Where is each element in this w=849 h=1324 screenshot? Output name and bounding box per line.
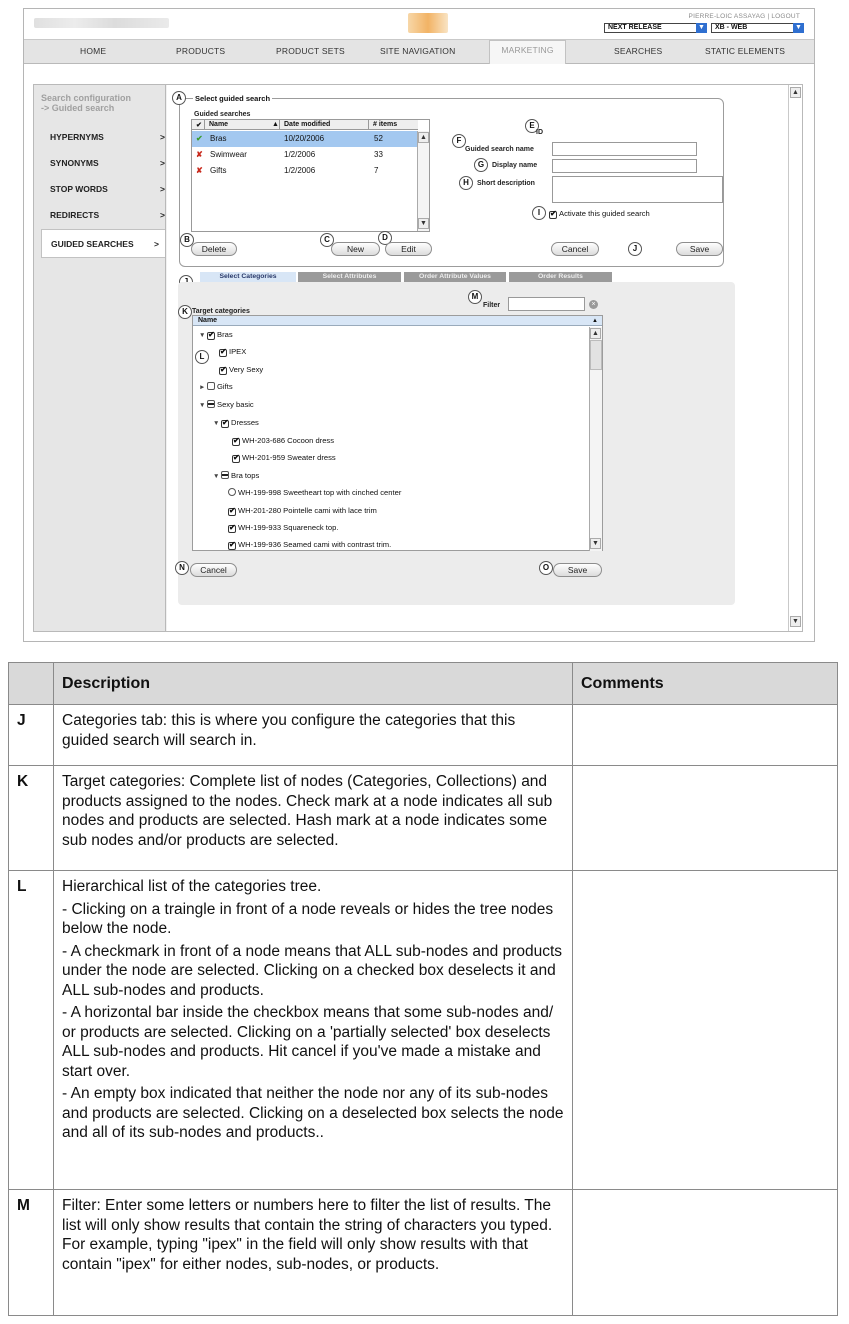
description-paragraph: - A horizontal bar inside the checkbox means that some sub-nodes and/ or products are selected. Clicking on a 'partially selected' box deselects ALL sub-nodes and products. Hit cancel if you've made a mistake and start over. bbox=[62, 1004, 554, 1080]
col-items[interactable]: # items bbox=[373, 121, 398, 128]
display-name-input[interactable] bbox=[552, 159, 697, 173]
node-label: Bra tops bbox=[231, 471, 260, 480]
sidebar-item-label: STOP WORDS bbox=[50, 184, 108, 194]
table-row bbox=[9, 1190, 838, 1316]
row-date: 10/20/2006 bbox=[284, 134, 325, 143]
filter-input[interactable] bbox=[508, 297, 585, 311]
node-label: WH-199-936 Seamed cami with contrast trim. bbox=[238, 540, 392, 549]
col-name[interactable]: Name bbox=[209, 121, 229, 128]
cancel-button[interactable]: Cancel bbox=[551, 242, 599, 256]
tree-node[interactable] bbox=[228, 488, 401, 498]
category-tree bbox=[192, 315, 603, 551]
id-label: ID bbox=[536, 129, 543, 136]
tree-node[interactable] bbox=[213, 418, 259, 429]
tab-select-categories[interactable]: Select Categories bbox=[200, 272, 296, 282]
row-items: 52 bbox=[374, 134, 383, 143]
delete-button[interactable]: Delete bbox=[191, 242, 237, 256]
row-name: Swimwear bbox=[210, 150, 247, 159]
node-label: Very Sexy bbox=[229, 365, 264, 374]
tree-header[interactable] bbox=[193, 316, 602, 326]
row-key: M bbox=[9, 1190, 54, 1316]
node-label: IPEX bbox=[229, 347, 247, 356]
breadcrumb-line-2: -> Guided search bbox=[41, 103, 115, 113]
nav-tab-products[interactable]: PRODUCTS bbox=[176, 46, 226, 56]
node-label: WH-199-998 Sweetheart top with cinched center bbox=[238, 488, 402, 497]
row-items: 7 bbox=[374, 166, 379, 175]
callout-h: H bbox=[459, 176, 473, 190]
activate-label: Activate this guided search bbox=[559, 209, 650, 218]
brand-logo-blurred bbox=[408, 13, 448, 33]
row-comments bbox=[573, 766, 838, 871]
triangle-down-icon[interactable]: ▼ bbox=[213, 473, 220, 480]
callout-l: L bbox=[195, 350, 209, 364]
node-label: WH-201-959 Sweater dress bbox=[242, 453, 336, 462]
triangle-down-icon[interactable]: ▼ bbox=[199, 402, 206, 409]
col-name: Name bbox=[198, 317, 218, 324]
scroll-down-icon[interactable]: ▼ bbox=[590, 538, 601, 549]
tab-order-attribute-values[interactable]: Order Attribute Values bbox=[404, 272, 506, 282]
description-paragraph: Hierarchical list of the categories tree. bbox=[62, 878, 322, 895]
guided-searches-table bbox=[191, 119, 430, 232]
scroll-up-icon[interactable]: ▲ bbox=[590, 328, 601, 339]
scroll-down-icon[interactable]: ▼ bbox=[790, 616, 801, 627]
callout-b: B bbox=[180, 233, 194, 247]
header-description: Description bbox=[54, 663, 573, 705]
sidebar-item-redirects[interactable] bbox=[41, 202, 165, 228]
scroll-down-icon[interactable]: ▼ bbox=[418, 218, 429, 229]
table-header bbox=[192, 120, 418, 130]
node-checkbox[interactable] bbox=[228, 525, 236, 533]
table-row[interactable] bbox=[192, 147, 418, 163]
node-label: WH-199-933 Squareneck top. bbox=[238, 523, 339, 532]
new-button[interactable]: New bbox=[331, 242, 380, 256]
chevron-right-icon: > bbox=[160, 158, 165, 168]
node-checkbox[interactable] bbox=[219, 367, 227, 375]
activate-checkbox[interactable] bbox=[549, 211, 557, 219]
description-paragraph: Categories tab: this is where you configure the categories that this guided search will search in. bbox=[62, 712, 516, 749]
chevron-right-icon: > bbox=[160, 132, 165, 142]
categories-save-button[interactable]: Save bbox=[553, 563, 602, 577]
callout-g: G bbox=[474, 158, 488, 172]
row-key: L bbox=[9, 871, 54, 1190]
guided-searches-title: Guided searches bbox=[194, 111, 251, 118]
node-checkbox[interactable] bbox=[232, 455, 240, 463]
nav-tab-home[interactable]: HOME bbox=[80, 46, 107, 56]
chevron-down-icon[interactable]: ▼ bbox=[696, 23, 707, 33]
sidebar-item-label: HYPERNYMS bbox=[50, 132, 104, 142]
main-panel bbox=[167, 85, 789, 631]
description-paragraph: Filter: Enter some letters or numbers here to filter the list of results. The list will only show results that contain the string of characters you typed. For example, typing "ipex" in the field will only show results with that contain "ipex" for either nodes, sub-nodes, or products. bbox=[62, 1197, 553, 1273]
sidebar bbox=[34, 85, 166, 631]
sidebar-item-synonyms[interactable] bbox=[41, 150, 165, 176]
activate-checkbox-row[interactable] bbox=[549, 209, 650, 219]
short-description-label: Short description bbox=[477, 180, 535, 187]
nav-tab-marketing[interactable]: MARKETING bbox=[489, 40, 566, 64]
triangle-right-icon[interactable]: ► bbox=[199, 384, 206, 391]
node-label: Gifts bbox=[217, 382, 233, 391]
chevron-down-icon[interactable]: ▼ bbox=[793, 23, 804, 33]
row-comments bbox=[573, 1190, 838, 1316]
categories-cancel-button[interactable]: Cancel bbox=[190, 563, 237, 577]
clear-filter-icon[interactable]: × bbox=[589, 300, 598, 309]
top-bar bbox=[24, 9, 814, 39]
node-checkbox[interactable] bbox=[221, 471, 229, 479]
table-scrollbar[interactable] bbox=[417, 131, 429, 231]
table-row bbox=[9, 766, 838, 871]
edit-button[interactable]: Edit bbox=[385, 242, 432, 256]
table-row bbox=[9, 871, 838, 1190]
table-header-row bbox=[9, 663, 838, 705]
chevron-right-icon: > bbox=[160, 184, 165, 194]
node-checkbox[interactable] bbox=[221, 420, 229, 428]
app-window bbox=[23, 8, 815, 642]
guided-search-name-input[interactable] bbox=[552, 142, 697, 156]
tree-node[interactable] bbox=[232, 436, 334, 446]
row-description bbox=[54, 705, 573, 766]
short-description-textarea[interactable] bbox=[552, 176, 723, 203]
display-name-label: Display name bbox=[492, 162, 538, 169]
table-row[interactable] bbox=[192, 131, 418, 147]
callout-d: D bbox=[378, 231, 392, 245]
chevron-right-icon: > bbox=[160, 210, 165, 220]
node-label: Bras bbox=[217, 330, 233, 339]
node-label: Dresses bbox=[231, 418, 259, 427]
inactive-x-icon: ✘ bbox=[196, 150, 203, 159]
tree-node[interactable] bbox=[199, 382, 233, 393]
breadcrumb-line-1: Search configuration bbox=[41, 93, 132, 103]
node-label: WH-201-280 Pointelle cami with lace trim bbox=[238, 506, 377, 515]
scroll-up-icon[interactable]: ▲ bbox=[790, 87, 801, 98]
row-description bbox=[54, 766, 573, 871]
node-checkbox[interactable] bbox=[232, 438, 240, 446]
sidebar-item-hypernyms[interactable] bbox=[41, 124, 165, 150]
description-paragraph: - A checkmark in front of a node means that ALL sub-nodes and products under the node are selected. Clicking on a checked box deselects it and ALL sub-nodes and products. bbox=[62, 942, 563, 999]
tree-scrollbar[interactable] bbox=[589, 327, 602, 551]
logo-blurred bbox=[34, 18, 169, 28]
sidebar-item-label: GUIDED SEARCHES bbox=[51, 239, 134, 249]
node-label: Sexy basic bbox=[217, 400, 254, 409]
main-nav bbox=[24, 39, 814, 64]
row-date: 1/2/2006 bbox=[284, 150, 316, 159]
node-checkbox[interactable] bbox=[207, 332, 215, 340]
col-date-modified[interactable]: Date modified bbox=[284, 121, 331, 128]
save-button[interactable]: Save bbox=[676, 242, 723, 256]
tree-node[interactable] bbox=[219, 347, 246, 357]
release-select-value: NEXT RELEASE bbox=[608, 24, 662, 31]
row-name: Bras bbox=[210, 134, 227, 143]
row-key: K bbox=[9, 766, 54, 871]
col-status[interactable]: ✔ bbox=[196, 122, 202, 129]
row-description bbox=[54, 1190, 573, 1316]
site-select-value: XB - WEB bbox=[715, 24, 748, 31]
triangle-down-icon[interactable]: ▼ bbox=[199, 332, 206, 339]
row-description bbox=[54, 871, 573, 1190]
target-categories-title: Target categories bbox=[192, 308, 250, 315]
tree-node[interactable] bbox=[228, 540, 391, 550]
breadcrumb bbox=[41, 93, 131, 113]
table-row[interactable] bbox=[192, 163, 418, 179]
logout-link[interactable]: LOGOUT bbox=[771, 13, 800, 20]
callout-k: K bbox=[178, 305, 192, 319]
triangle-down-icon[interactable]: ▼ bbox=[213, 420, 220, 427]
site-select[interactable] bbox=[711, 23, 804, 33]
callout-f: F bbox=[452, 134, 466, 148]
content-area bbox=[33, 84, 803, 632]
callout-a: A bbox=[172, 91, 186, 105]
inactive-x-icon: ✘ bbox=[196, 166, 203, 175]
header-comments: Comments bbox=[573, 663, 838, 705]
tree-node[interactable] bbox=[213, 471, 259, 482]
tree-node[interactable] bbox=[199, 400, 254, 411]
node-checkbox[interactable] bbox=[228, 488, 236, 496]
callout-n: N bbox=[175, 561, 189, 575]
tab-order-results[interactable]: Order Results bbox=[509, 272, 612, 282]
nav-tab-static-elements[interactable]: STATIC ELEMENTS bbox=[705, 46, 786, 56]
row-date: 1/2/2006 bbox=[284, 166, 316, 175]
chevron-right-icon: > bbox=[154, 239, 159, 249]
callout-o: O bbox=[539, 561, 553, 575]
callout-j: J bbox=[628, 242, 642, 256]
guided-search-name-label: Guided search name bbox=[465, 146, 534, 153]
sidebar-item-guided-searches[interactable] bbox=[41, 229, 165, 258]
description-paragraph: - Clicking on a traingle in front of a node reveals or hides the tree nodes below the node. bbox=[62, 900, 554, 937]
header-key bbox=[9, 663, 54, 705]
active-check-icon: ✔ bbox=[196, 134, 203, 143]
page-scrollbar[interactable] bbox=[788, 85, 802, 631]
sidebar-item-label: SYNONYMS bbox=[50, 158, 99, 168]
node-checkbox[interactable] bbox=[219, 349, 227, 357]
select-categories-panel bbox=[178, 282, 735, 605]
node-label: WH-203-686 Cocoon dress bbox=[242, 436, 335, 445]
sort-arrow-icon[interactable]: ▲ bbox=[592, 318, 598, 324]
tree-node[interactable] bbox=[228, 523, 338, 533]
nav-tab-searches[interactable]: SEARCHES bbox=[614, 46, 663, 56]
tab-select-attributes[interactable]: Select Attributes bbox=[298, 272, 401, 282]
sort-arrow-icon[interactable]: ▲ bbox=[272, 121, 279, 128]
callout-m: M bbox=[468, 290, 482, 304]
tree-node[interactable] bbox=[219, 365, 263, 375]
row-comments bbox=[573, 871, 838, 1190]
tree-node[interactable] bbox=[232, 453, 336, 463]
nav-tab-product-sets[interactable]: PRODUCT SETS bbox=[276, 46, 345, 56]
node-checkbox[interactable] bbox=[228, 508, 236, 516]
row-name: Gifts bbox=[210, 166, 227, 175]
callout-c: C bbox=[320, 233, 334, 247]
sidebar-item-stop-words[interactable] bbox=[41, 176, 165, 202]
filter-label: Filter bbox=[483, 302, 501, 309]
node-checkbox[interactable] bbox=[207, 400, 215, 408]
select-guided-search-legend: Select guided search bbox=[195, 94, 271, 103]
row-key: J bbox=[9, 705, 54, 766]
description-paragraph: - An empty box indicated that neither the node nor any of its sub-nodes and products are selected. Clicking on a deselected box selects the node and all of its sub-nodes and products.. bbox=[62, 1085, 564, 1141]
scroll-thumb[interactable] bbox=[590, 340, 602, 370]
release-select[interactable] bbox=[604, 23, 707, 33]
tree-node[interactable] bbox=[199, 330, 233, 341]
tree-node[interactable] bbox=[228, 506, 377, 516]
scroll-up-icon[interactable]: ▲ bbox=[418, 132, 429, 143]
user-line: PIERRE-LOIC ASSAYAG | LOGOUT bbox=[688, 13, 800, 20]
callout-e: E bbox=[525, 119, 539, 133]
table-row bbox=[9, 705, 838, 766]
node-checkbox[interactable] bbox=[228, 542, 236, 550]
description-table bbox=[8, 662, 838, 1316]
sidebar-item-label: REDIRECTS bbox=[50, 210, 100, 220]
callout-i: I bbox=[532, 206, 546, 220]
row-comments bbox=[573, 705, 838, 766]
row-items: 33 bbox=[374, 150, 383, 159]
user-name: PIERRE-LOIC ASSAYAG bbox=[688, 13, 766, 20]
node-checkbox[interactable] bbox=[207, 382, 215, 390]
nav-tab-site-navigation[interactable]: SITE NAVIGATION bbox=[380, 46, 456, 56]
description-paragraph: Target categories: Complete list of nodes (Categories, Collections) and products assigned to the nodes. Check mark at a node indicates all sub nodes and products are selected. Hash mark at a node indicates some sub nodes and/or products are selected. bbox=[62, 773, 553, 849]
